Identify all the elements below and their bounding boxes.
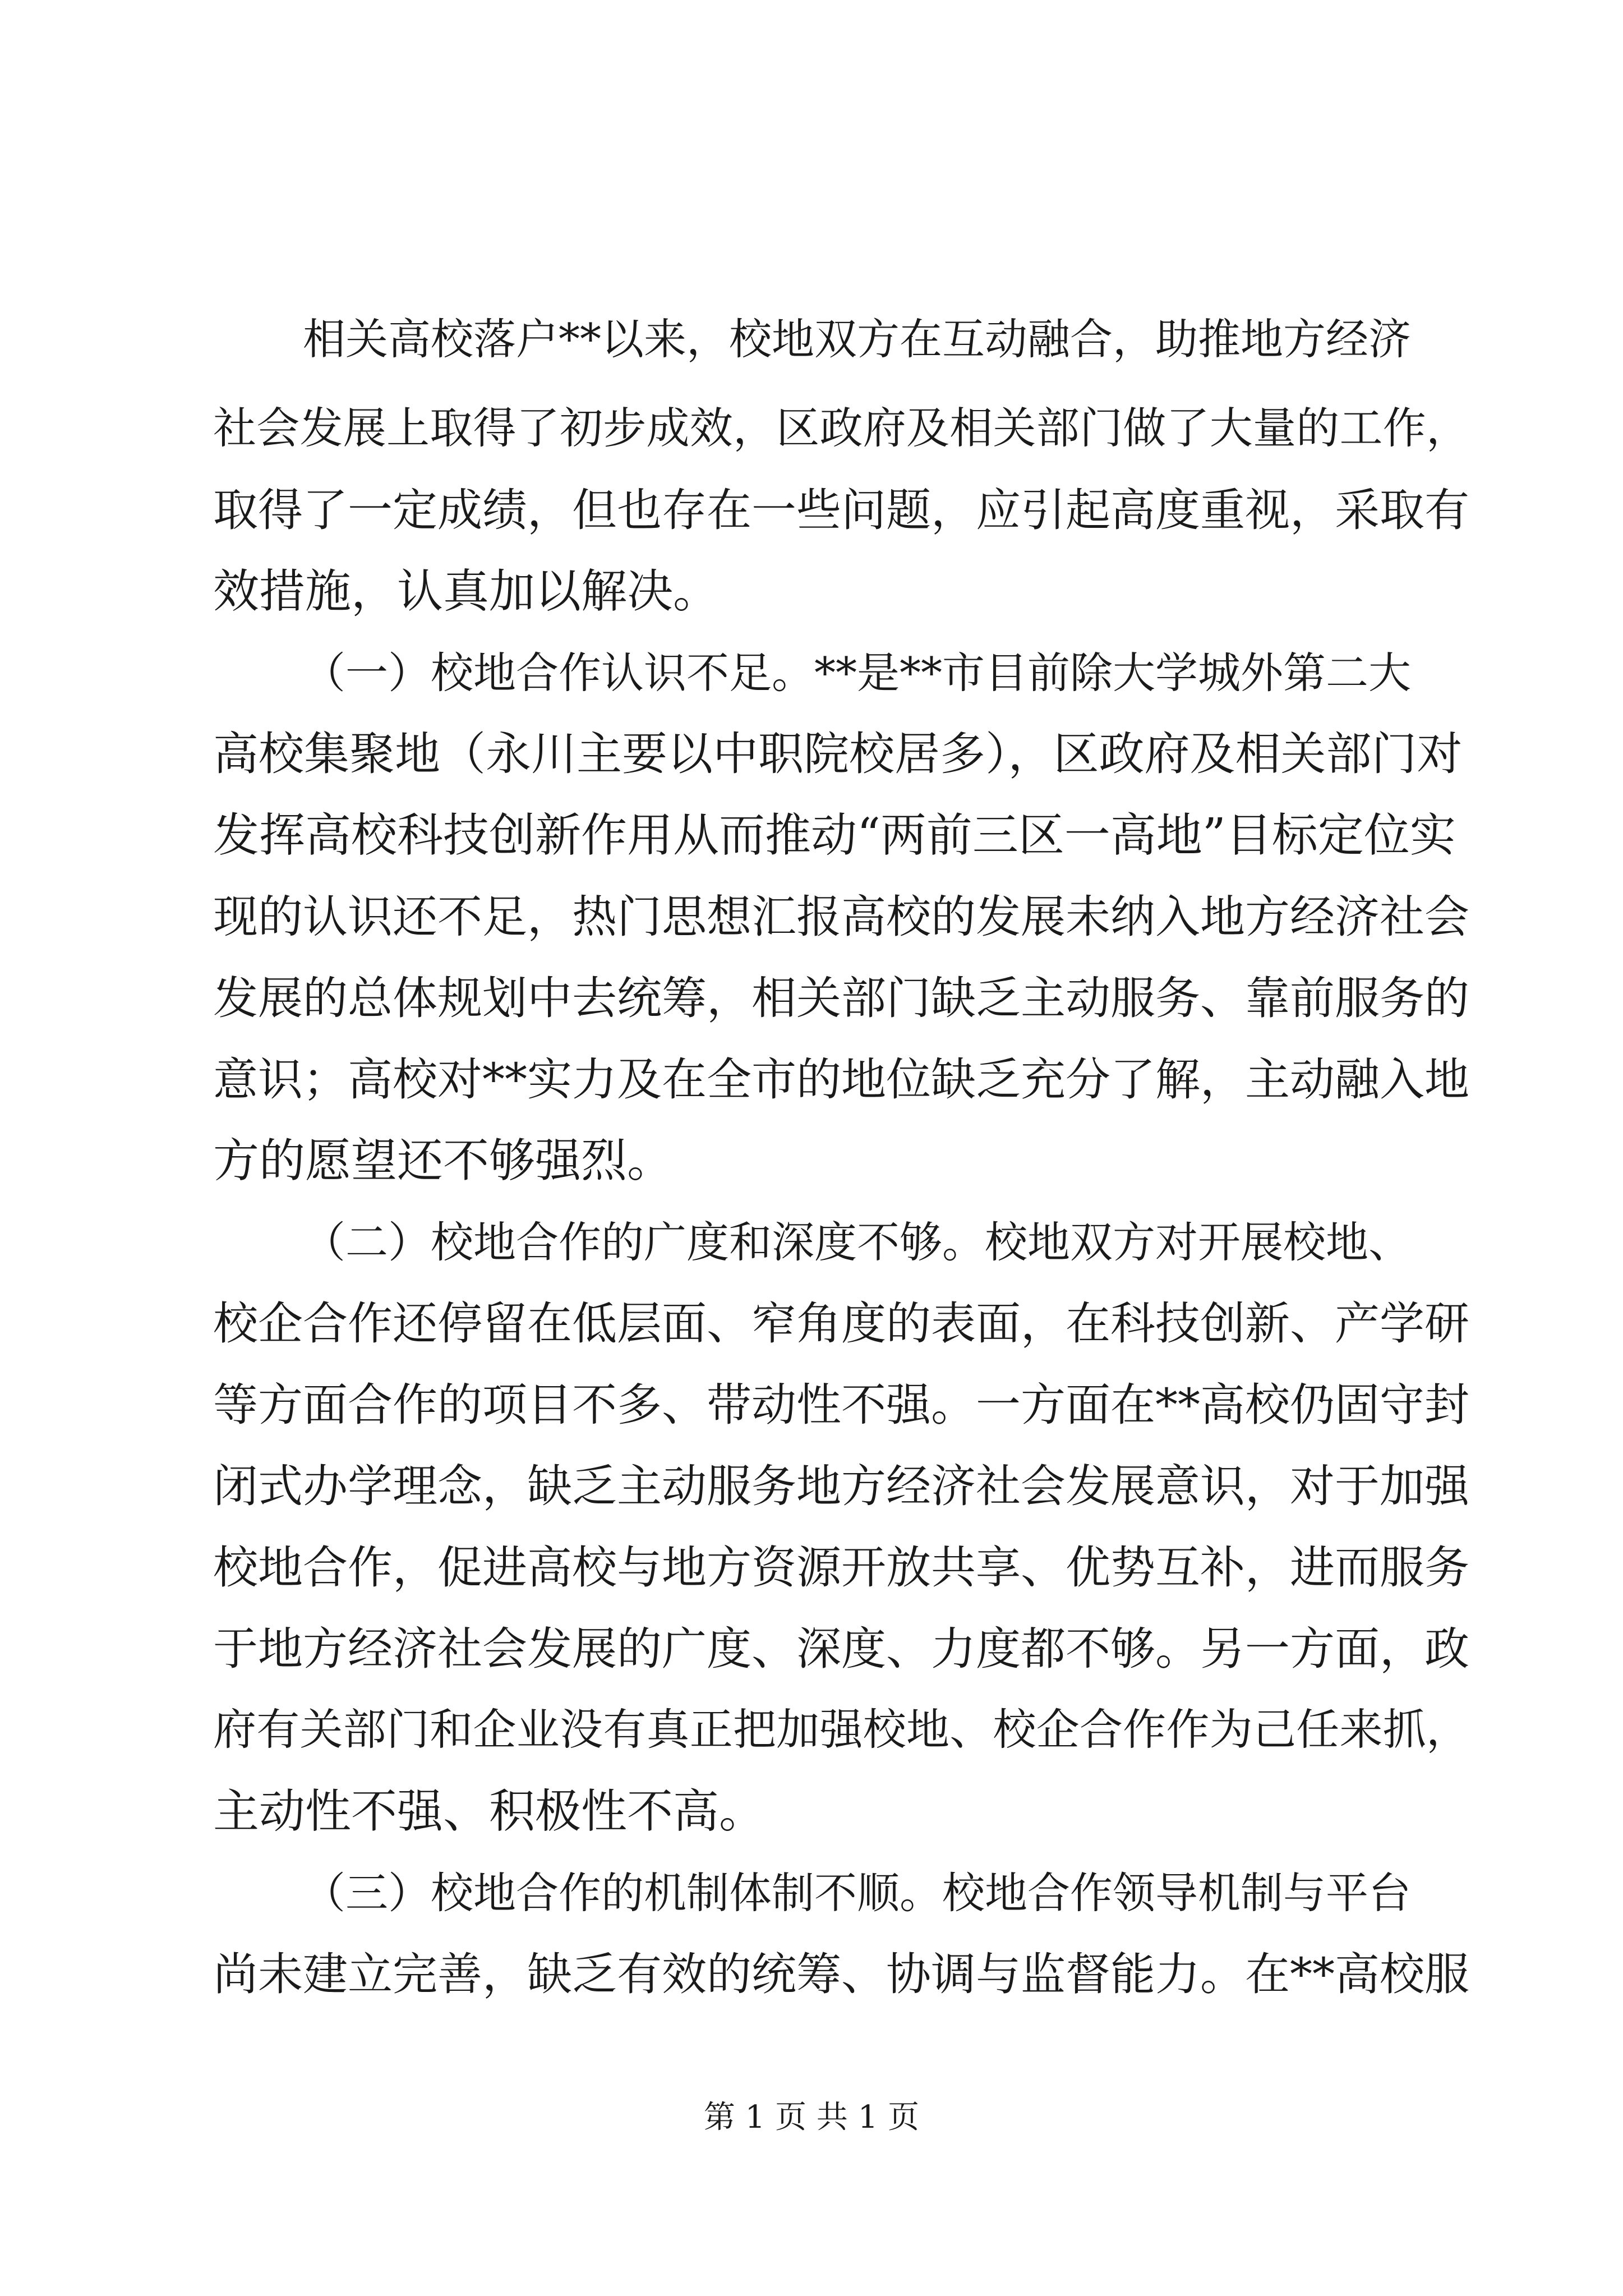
page-footer: 第 1 页 共 1 页 [703, 2099, 920, 2136]
paragraph-line: 于地方经济社会发展的广度、深度、力度都不够。另一方面，政 [213, 1623, 1469, 1675]
paragraph-line: 现的认识还不足，热门思想汇报高校的发展未纳入地方经济社会 [213, 891, 1469, 943]
paragraph-line: （一）校地合作认识不足。**是**市目前除大学城外第二大 [303, 648, 1411, 698]
paragraph-line: 意识；高校对**实力及在全市的地位缺乏充分了解，主动融入地 [213, 1053, 1469, 1106]
paragraph-line: 社会发展上取得了初步成效，区政府及相关部门做了大量的工作， [213, 404, 1469, 454]
paragraph-line: 相关高校落户**以来，校地双方在互动融合，助推地方经济 [303, 314, 1411, 364]
paragraph-line: （三）校地合作的机制体制不顺。校地合作领导机制与平台 [303, 1868, 1411, 1918]
paragraph-line: 高校集聚地（永川主要以中职院校居多），区政府及相关部门对 [213, 728, 1463, 781]
paragraph-line: 发展的总体规划中去统筹，相关部门缺乏主动服务、靠前服务的 [213, 972, 1469, 1024]
paragraph-line: 方的愿望还不够强烈。 [213, 1134, 674, 1188]
paragraph-line: 校地合作，促进高校与地方资源开放共享、优势互补，进而服务 [213, 1542, 1469, 1594]
paragraph-line: 效措施，认真加以解决。 [213, 565, 720, 618]
paragraph-line: 主动性不强、积极性不高。 [213, 1785, 766, 1838]
paragraph-line: 发挥高校科技创新作用从而推动“两前三区一高地”目标定位实 [213, 809, 1456, 862]
paragraph-line: 闭式办学理念，缺乏主动服务地方经济社会发展意识，对于加强 [213, 1460, 1469, 1512]
paragraph-line: 府有关部门和企业没有真正把加强校地、校企合作作为己任来抓， [213, 1705, 1469, 1755]
paragraph-line: 取得了一定成绩，但也存在一些问题，应引起高度重视，采取有 [213, 484, 1469, 536]
paragraph-line: 等方面合作的项目不多、带动性不强。一方面在**高校仍固守封 [213, 1379, 1469, 1431]
paragraph-line: 校企合作还停留在低层面、窄角度的表面，在科技创新、产学研 [213, 1297, 1469, 1350]
paragraph-line: 尚未建立完善，缺乏有效的统筹、协调与监督能力。在**高校服 [213, 1948, 1469, 2000]
paragraph-line: （二）校地合作的广度和深度不够。校地双方对开展校地、 [303, 1217, 1411, 1267]
